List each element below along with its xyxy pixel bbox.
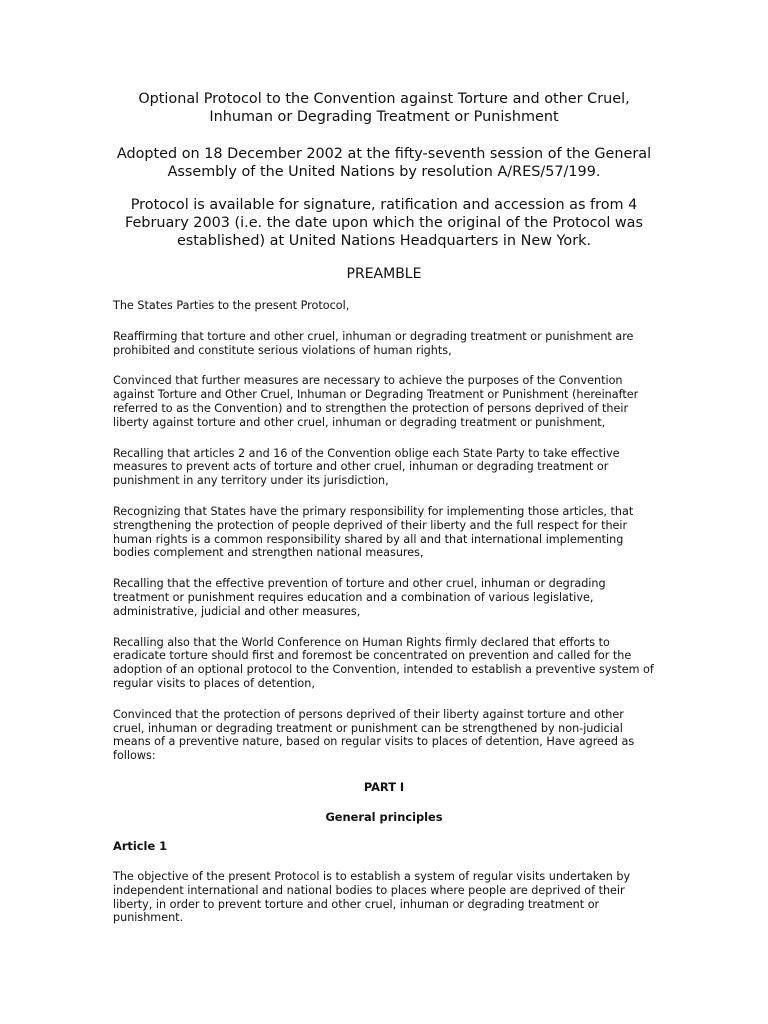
document-title: Optional Protocol to the Convention against Torture and other Cruel, Inhuman or Degrading Treatment or Punishment [138,91,630,125]
preamble-paragraph: The States Parties to the present Protocol, [113,299,350,312]
preamble-paragraph: Convinced that further measures are necessary to achieve the purposes of the Convention against Torture and Other Cruel, Inhuman or Degrading Treatment or Punishment (hereinafter referred to as the Convention) and to strengthen the protection of persons deprived of their liberty against torture and other cruel, inhuman or degrading treatment or punishment, [113,374,639,429]
preamble-body [113,299,655,763]
article-label: Article 1 [113,838,168,853]
part-label: PART I [363,779,405,794]
preamble-paragraph: Reaffirming that torture and other cruel, inhuman or degrading treatment or punishment are prohibited and constitute serious violations of human rights, [113,329,634,357]
preamble-paragraph: Convinced that the protection of persons deprived of their liberty against torture and other cruel, inhuman or degrading treatment or punishment can be strengthened by non-judicial means of a preventive nature, based on regular visits to places of detention, Have agreed as follows: [113,707,635,763]
preamble-heading: PREAMBLE [346,266,422,282]
adoption-statement: Adopted on 18 December 2002 at the fifty-seventh session of the General Assembly of the United Nations by resolution A/RES/57/199. [116,146,652,180]
preamble-paragraph: Recognizing that States have the primary responsibility for implementing those articles, that strengthening the protection of people deprived of their liberty and the full respect for their human rights is a common responsibility shared by all and that international implementing bodies complement and strengthen national measures, [113,504,634,560]
preamble-paragraph: Recalling that articles 2 and 16 of the Convention oblige each State Party to take effective measures to prevent acts of torture and other cruel, inhuman or degrading treatment or punishment in any territory under its jurisdiction, [113,446,620,488]
preamble-paragraph: Recalling also that the World Conference on Human Rights firmly declared that efforts to eradicate torture should first and foremost be concentrated on prevention and called for the adoption of an optional protocol to the Convention, intended to establish a preventive system of regular visits to places of detention, [113,635,654,690]
preamble-paragraph: Recalling that the effective prevention of torture and other cruel, inhuman or degrading treatment or punishment requires education and a combination of various legislative, administrative, judicial and other measures, [113,577,606,618]
availability-statement: Protocol is available for signature, ratification and accession as from 4 February 2003 (i.e. the date upon which the original of the Protocol was established) at United Nations Headquarters in New York. [124,197,644,249]
part-title: General principles [325,809,443,824]
article-text: The objective of the present Protocol is to establish a system of regular visits undertaken by independent international and national bodies to places where people are deprived of their liberty, in order to prevent torture and other cruel, inhuman or degrading treatment or punishment. [113,869,631,925]
